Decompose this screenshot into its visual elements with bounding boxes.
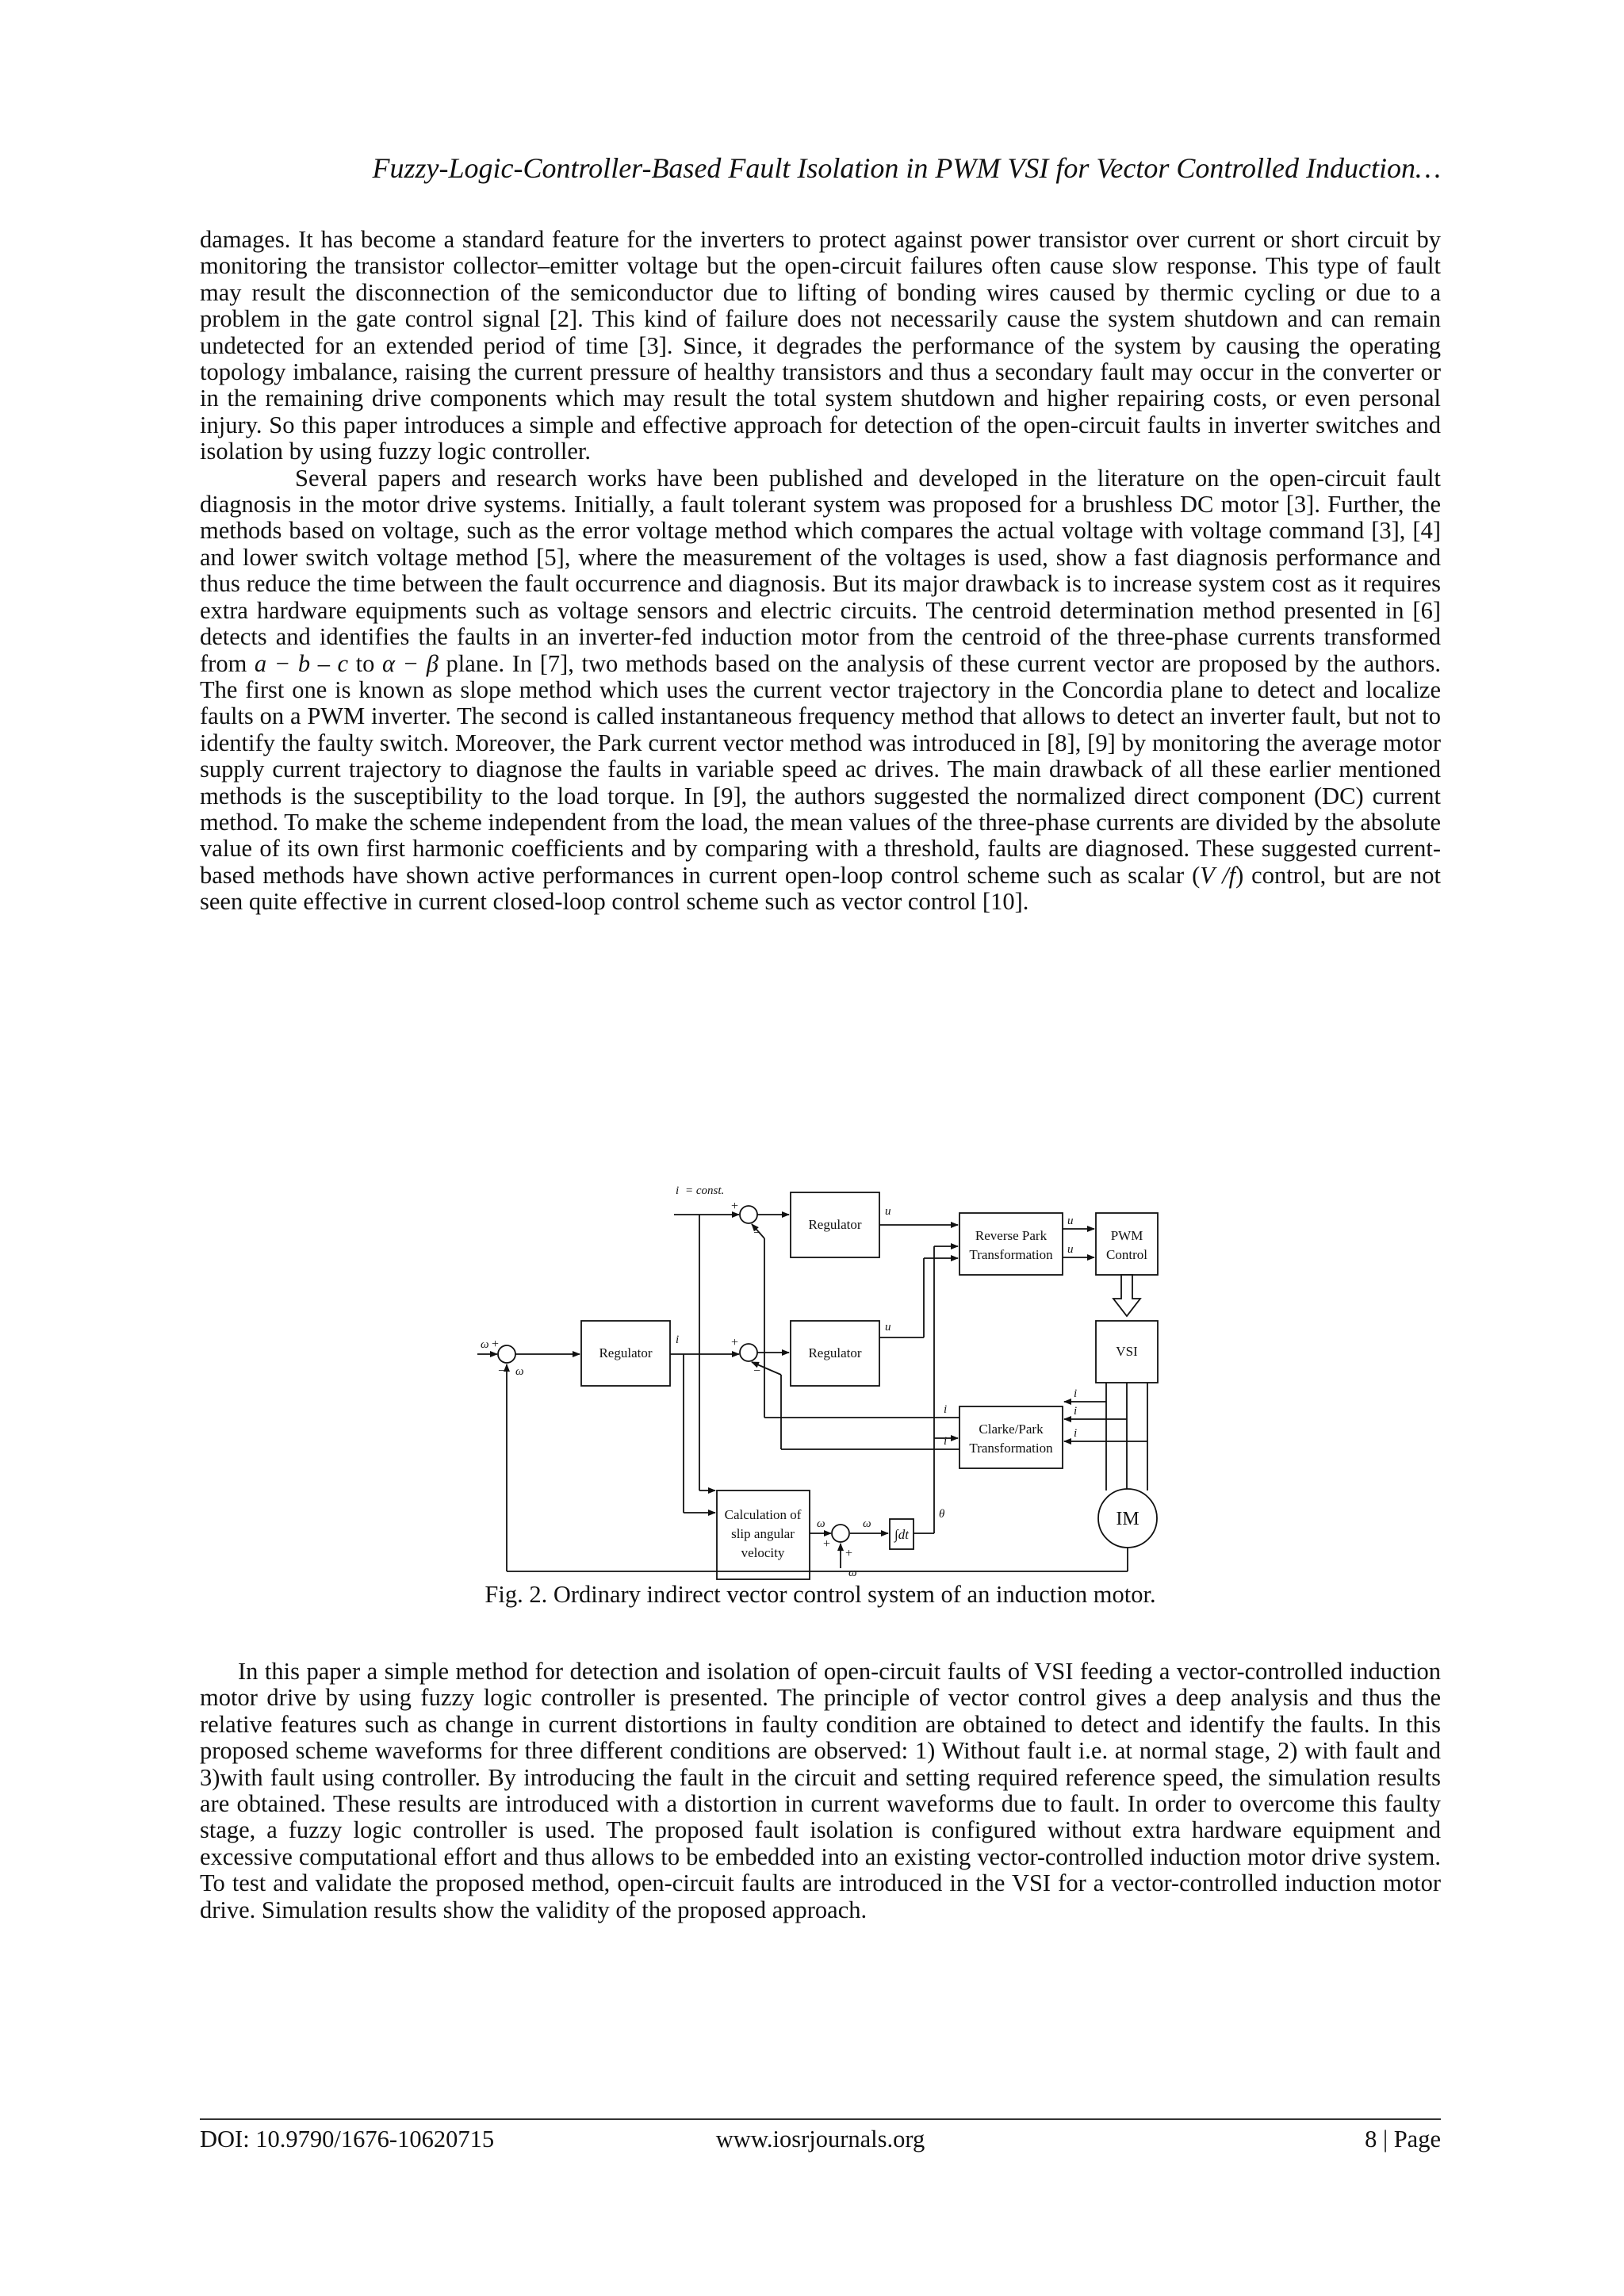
speed-minus-sign: − [498,1364,506,1378]
q-plus-sign: + [731,1336,739,1349]
ud-ref-symbol: u [885,1205,891,1218]
running-header: Fuzzy-Logic-Controller-Based Fault Isolation in PWM VSI for Vector Controlled Induction… [372,152,1441,184]
paragraph-3: In this paper a simple method for detection and isolation of open-circuit faults of VSI feeding a vector-controlled induction motor drive by using fuzzy logic controller is presented. The principle of vector control gives a deep analysis and thus the relative features such as change in current distortions in faulty condition are obtained to detect and identify the faults. In this proposed scheme waveforms for three different conditions are observed: 1) Without fault i.e. at normal stage, 2) with fault and 3)with fault using controller. By introducing the fault in the circuit and setting required reference speed, the simulation results are obtained. These results are introduced with a distortion in current waveforms due to fault. In order to overcome this faulty stage, a fuzzy logic controller is used. The proposed fault isolation is configured without extra hardware equipment and excessive computational effort and thus allows to be embedded into an existing vector-controlled induction motor drive system. To test and validate the proposed method, open-circuit faults are introduced in the VSI for a vector-controlled induction motor drive. Simulation results show the validity of the proposed approach. [200,1658,1441,1923]
pwm-label-2: Control [1106,1247,1147,1262]
d-plus-sign: + [731,1200,739,1213]
ia-symbol: i [1074,1387,1078,1400]
slip-label-3: velocity [741,1545,785,1560]
math-alpha-beta: α − β [381,649,439,677]
pwm-control-block [1096,1213,1158,1275]
figure-2-block-diagram [476,1180,1237,1582]
theta-symbol: θ [939,1508,945,1521]
speed-summing-junction [498,1345,515,1363]
regulator-speed-label: Regulator [599,1345,653,1360]
footer-doi: DOI: 10.9790/1676-10620715 [200,2126,495,2152]
pwm-label-1: PWM [1110,1228,1143,1243]
slip-label-2: slip angular [731,1526,795,1541]
speed-ref-symbol: ω [481,1338,489,1351]
regulator-q-label: Regulator [808,1345,862,1360]
reverse-park-block [959,1213,1063,1275]
slip-speed-symbol: ω [817,1517,825,1530]
paragraph-2-part-a: Several papers and research works have been published and developed in the literature on the open-circuit fault diagnosis in the motor drive systems. Initially, a fault tolerant system was proposed for a brushless DC motor [3]. Further, the methods based on voltage, such as the error voltage method which compares the actual voltage with voltage command [3], [4] and lower switch voltage method [5], where the measurement of the voltages is used, show a fast diagnosis performance and thus reduce the time between the fault occurrence and diagnosis. But its major drawback is to increase system cost as it requires extra hardware equipments such as voltage sensors and electric circuits. The centroid determination method presented in [6] detects and identifies the faults in an inverter-fed induction motor from the centroid of the three-phase currents transformed from [200,464,1441,677]
clarke-park-label-2: Transformation [969,1441,1053,1456]
integrator-label: ∫dt [894,1527,909,1542]
id-fb-symbol: i [944,1403,948,1416]
block-diagram-svg [476,1180,1237,1582]
clarke-park-label-1: Clarke/Park [979,1422,1044,1437]
body-text-top [200,227,1441,916]
math-abc: a − b – c [254,649,349,677]
slip-plus-sign-1: + [823,1537,831,1551]
vsi-label: VSI [1116,1344,1138,1359]
speed-fb-symbol: ω [515,1365,524,1378]
reverse-park-label-2: Transformation [969,1247,1053,1262]
rotor-speed-symbol: ω [848,1567,857,1579]
reverse-park-label-1: Reverse Park [975,1228,1048,1243]
figure-caption: Fig. 2. Ordinary indirect vector control system of an induction motor. [485,1581,1156,1608]
sync-speed-symbol: ω [863,1517,871,1530]
regulator-d-label: Regulator [808,1217,862,1232]
slip-label-1: Calculation of [724,1507,802,1522]
clarke-park-block [959,1406,1063,1468]
footer-website: www.iosrjournals.org [715,2126,925,2152]
iq-fb-symbol: i [944,1435,948,1448]
motor-label: IM [1116,1509,1139,1529]
paragraph-2-part-b: plane. In [7], two methods based on the analysis of these current vector are proposed by the authors. The first one is known as slope method which uses the current vector trajectory in the Concordia plane to detect and localize faults on a PWM inverter. The second is called instantaneous frequency method that allows to detect an inverter fault, but not to identify the faulty switch. Moreover, the Park current vector method was introduced in [8], [9] by monitoring the average motor supply current trajectory to diagnose the faults in variable speed ac drives. The main drawback of all these earlier mentioned methods is the susceptibility to the load torque. In [9], the authors suggested the normalized direct component (DC) current method. To make the scheme independent from the load, the mean values of the three-phase currents are divided by the absolute value of its own first harmonic coefficients and by comparing with a threshold, faults are diagnosed. These suggested current-based methods have shown active performances in current open-loop control scheme such as scalar ( [200,649,1441,889]
slip-plus-sign-2: + [845,1547,853,1560]
slip-summing-junction [832,1525,849,1542]
d-summing-junction [740,1206,757,1223]
word-to: to [355,649,375,677]
speed-plus-sign: + [492,1337,500,1351]
q-minus-sign: − [753,1364,761,1378]
id-ref-const: = const. [685,1184,725,1197]
footer-rule [200,2118,1441,2120]
paragraph-1: damages. It has become a standard feature for the inverters to protect against power transistor over current or short circuit by monitoring the transistor collector–emitter voltage but the open-circuit failures often cause slow response. This type of fault may result the disconnection of the semiconductor due to lifting of bonding wires caused by thermic cycling or due to a problem in the gate control signal [2]. This kind of failure does not necessarily cause the system shutdown and can remain undetected for an extended period of time [3]. Since, it degrades the performance of the system by causing the operating topology imbalance, raising the current pressure of healthy transistors and thus a secondary fault may occur in the converter or in the remaining drive components which may result the total system shutdown and higher repairing costs, or even personal injury. So this paper introduces a simple and effective approach for detection of the open-circuit faults in inverter switches and isolation by using fuzzy logic controller. [200,226,1441,465]
math-vf: V /f [1200,861,1236,889]
u-beta-symbol: u [1067,1243,1074,1256]
paragraph-2-part-c: ) control, but are not seen quite effective in current closed-loop control scheme such as vector control [10]. [200,861,1441,916]
paragraph-2 [200,465,1441,916]
uq-ref-symbol: u [885,1321,891,1334]
ib-symbol: i [1074,1405,1078,1418]
body-text-bottom [200,1659,1441,1923]
iq-ref-symbol: i [676,1334,680,1346]
ic-symbol: i [1074,1427,1078,1440]
id-ref-symbol: i [676,1184,680,1197]
u-alpha-symbol: u [1067,1215,1074,1227]
footer-page-number: 8 | Page [1365,2126,1441,2152]
d-minus-sign: − [753,1226,761,1240]
q-summing-junction [740,1344,757,1361]
